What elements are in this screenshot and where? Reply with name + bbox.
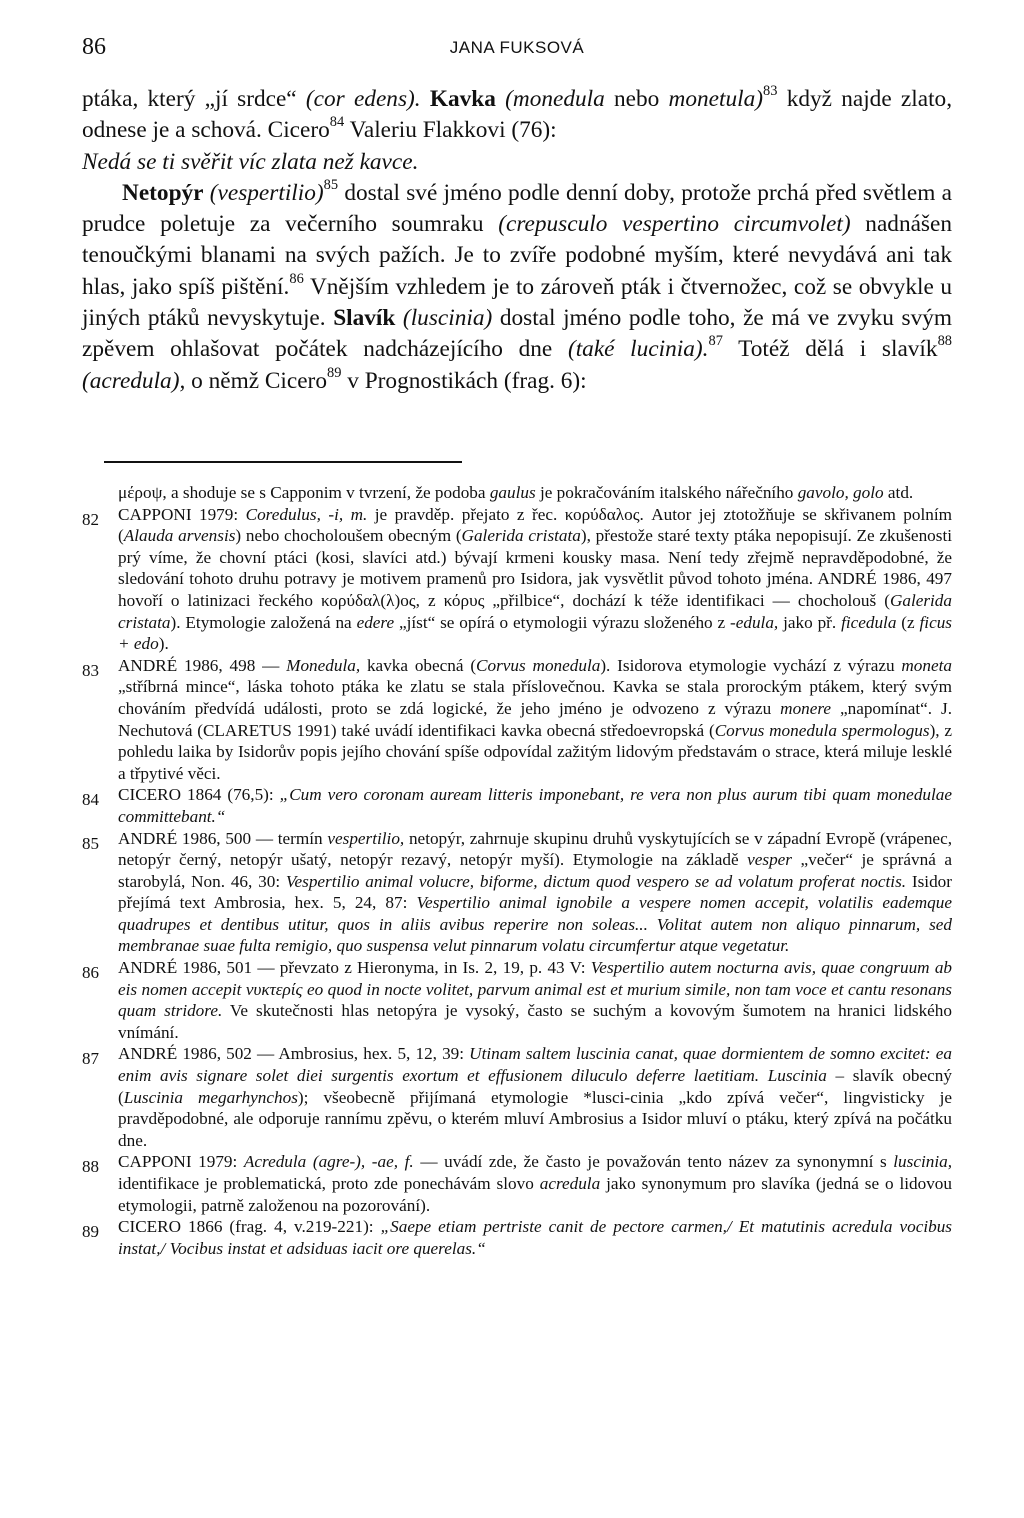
footnote-88: 88 CAPPONI 1979: Acredula (agre-), -ae, f. — uvádí zde, že často je považován tento název za synonymní s luscinia, identifikace je problematická, proto zde ponechávám slovo acredula jako synonymum pro slavíka (jedná se o lidovou etymologii, patrně založenou na pozorování).	[82, 1152, 953, 1215]
footnote-ref: 89	[326, 364, 342, 381]
footnotes	[82, 482, 952, 1259]
footnote-ref: 85	[323, 176, 339, 193]
footnote-82: 82 CAPPONI 1979: Coredulus, -i, m. je pravděp. přejato z řec. κορύδαλος. Autor jej ztotožňuje se skřivanem polním (Alauda arvensis) nebo chocholoušem obecným (Galerida cristata), přestože staré texty ptáka nepopisují. Ze zkušenosti prý víme, že chovní ptáci (kosi, slavíci atd.) bývají krmeni kousky masa. Není tedy zřejmě nepravděpodobné, že sledování tohoto druhu potravy je motivem pramenů pro Isidora, jak vysvětlit původ tohoto jména. ANDRÉ 1986, 497 hovoří o latinizaci řeckého κορύδαλ(λ)ος, z κόρυς „přilbice“, dochází k téže identifikaci — chocholouš (Galerida cristata). Etymologie založená na edere „jíst“ se opírá o etymologii výrazu složeného z -edula, jako př. ficedula (z ficus + edo).	[82, 504, 952, 654]
footnote-number: 85	[82, 833, 99, 853]
footnote-continuation: μέροψ, a shoduje se s Capponim v tvrzení, že podoba gaulus je pokračováním italského nářečního gavolo, golo atd.	[118, 483, 914, 502]
footnote-85: 85 ANDRÉ 1986, 500 — termín vespertilio, netopýr, zahrnuje skupinu druhů vyskytujících se v západní Evropě (vrápenec, netopýr černý, netopýr ušatý, netopýr rezavý, netopýr myší). Etymologie na základě vesper „večer“ je správná a starobylá, Non. 46, 30: Vespertilio animal volucre, biforme, dictum quod vespero se ad volatum proferat noctis. Isidor přejímá text Ambrosia, hex. 5, 24, 87: Vespertilio animal ignobile a vespere nomen accepit, volatilis eademque quadrupes et dentibus utitur, quos in aliis avibus reperire non soleas... Volitat autem non aliquo pinnarum, sed membranae suae fulta remigio, quo suspensa velut pinnarum volatu circumfertur atque vegetatur.	[82, 828, 952, 956]
paragraph-kavka: ptáka, který „jí srdce“ (cor edens). Kavka (monedula nebo monetula)$^{83}$ když najde zlato, odnese je a schová. Cicero$^{84}$ Valeriu Flakkovi (76):	[82, 83, 953, 144]
footnote-89: 89 CICERO 1866 (frag. 4, v.219-221): „Saepe etiam pertriste canit de pectore carmen,/ Et matutinis acredula vocibus instat,/ Vocibus instat et adsiduas iacit ore querelas.“	[82, 1217, 952, 1258]
footnote-87: 87 ANDRÉ 1986, 502 — Ambrosius, hex. 5, 12, 39: Utinam saltem luscinia canat, quae dormientem de somno excitet: ea enim avis signare solet diei surgentis exortum et effusionem diluculo deferre laetitiam. Luscinia – slavík obecný (Luscinia megarhynchos); všeobecně přijímaná etymologie *lusci-cinia „kdo zpívá večer“, lingvisticky je pravděpodobné, ale odporuje rannímu zpěvu, o kterém mluví Ambrosius a Isidor mluví o ptáku, který zpívá na počátku dne.	[82, 1044, 953, 1150]
footnote-84: 84 CICERO 1864 (76,5): „Cum vero coronam auream litteris imponebant, re vera non plus aurum tibi quam monedulae committebant.“	[82, 785, 952, 826]
footnote-divider	[104, 461, 462, 463]
main-text	[82, 84, 952, 397]
footnote-ref: 83	[763, 83, 778, 100]
footnote-ref: 88	[937, 333, 952, 350]
footnote-number: 84	[82, 790, 99, 810]
footnote-83: 83 ANDRÉ 1986, 498 — Monedula, kavka obecná (Corvus monedula). Isidorova etymologie vychází z výrazu moneta „stříbrná mince“, láska tohoto ptáka ke zlatu se stala příslovečnou. Kavka se stala prorockým ptákem, který svým chováním předvídá události, proto se zdá logické, že jeho jméno je odvozeno z výrazu monere „napomínat“. J. Nechutová (CLARETUS 1991) také uvádí identifikaci kavka obecná středoevropská (Corvus monedula spermologus), z pohledu laika by Isidorův popis jejího chování spíše odpovídal zažitým lidovým představám o strace, která miluje lesklé a třpytivé věci.	[82, 655, 953, 783]
page-header	[82, 34, 952, 64]
footnote-ref: 84	[329, 114, 345, 131]
footnote-number: 86	[82, 963, 99, 983]
footnote-number: 87	[82, 1049, 99, 1069]
running-head: JANA FUKSOVÁ	[449, 38, 585, 57]
footnote-ref: 87	[708, 333, 723, 350]
footnote-86: 86 ANDRÉ 1986, 501 — převzato z Hieronyma, in Is. 2, 19, p. 43 V: Vespertilio autem nocturna avis, quae congruum ab eis nomen accepit νυκτερίς eo quod in nocte volitet, parvum animal est et murium simile, non tam voce et cantu resonans quam stridore. Ve skutečnosti hlas netopýra je vysoký, často se suchým a kovovým šumotem na hranici lidského vnímání.	[82, 958, 953, 1042]
footnote-number: 83	[82, 660, 99, 680]
footnote-ref: 86	[289, 270, 304, 287]
quote-line: Nedá se ti svěřit víc zlata než kavce.	[82, 148, 419, 175]
page-number: 86	[82, 34, 106, 60]
footnote-number: 82	[82, 509, 99, 529]
paragraph-netopyr: Netopýr (vespertilio)$^{85}$ dostal své jméno podle denní doby, protože prchá před světlem a prudce poletuje za večerního soumraku (crepusculo vespertino circumvolet) nadnášen tenoučkými blanami na svých pažích. Je to zvíře podobné myším, které nevydává ani tak hlas, jako spíš pištění.$^{86}$ Vnějším vzhledem je to zároveň pták i čtvernožec, což se obvykle u jiných ptáků nevyskytuje. Slavík (luscinia) dostal jméno podle toho, že má ve zvyku svým zpěvem ohlašovat počátek nadcházejícího dne (také lucinia).$^{87}$ Totéž dělá i slavík$^{88}$ (acredula), o němž Cicero$^{89}$ v Prognostikách (frag. 6):	[82, 176, 953, 394]
footnote-number: 89	[82, 1222, 99, 1242]
footnote-number: 88	[82, 1157, 99, 1177]
